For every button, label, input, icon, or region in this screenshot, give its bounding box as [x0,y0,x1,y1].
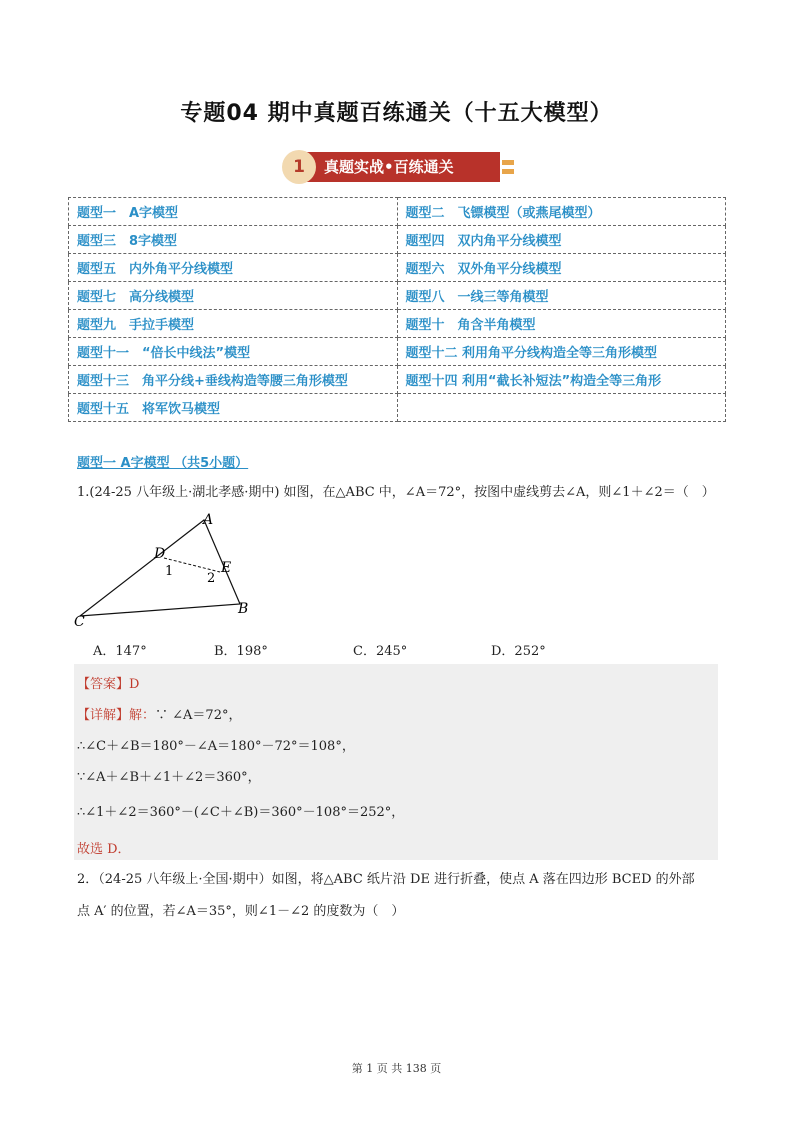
topic-cell: 题型四 双内角平分线模型 [397,226,726,254]
topic-cell: 题型五 内外角平分线模型 [69,254,398,282]
topic-cell: 题型十五 将军饮马模型 [69,394,398,422]
topic-row [69,310,726,338]
topic-cell: 题型十四 利用“截长补短法”构造全等三角形 [397,366,726,394]
label-a: A [203,512,214,528]
option-a: A．147° [93,644,147,659]
option-c: C．245° [353,644,408,659]
triangle-figure [70,510,260,632]
question-2-line-2: 点 A′ 的位置，若∠A＝35°，则∠1－∠2 的度数为（ ） [77,904,405,919]
banner-decoration [502,169,514,174]
banner-decoration [502,160,514,165]
topic-cell: 题型十三 角平分线+垂线构造等腰三角形模型 [69,366,398,394]
topic-row [69,366,726,394]
topic-cell: 题型七 高分线模型 [69,282,398,310]
label-b: B [238,601,249,617]
topic-row [69,338,726,366]
section-heading: 题型一 A字模型 （共5小题） [77,456,249,471]
topic-cell: 题型十 角含半角模型 [397,310,726,338]
topic-cell: 题型九 手拉手模型 [69,310,398,338]
topic-row [69,254,726,282]
detail-line-2: ∴∠C＋∠B＝180°－∠A＝180°－72°＝108°， [77,739,355,754]
detail-line-1 [77,704,241,723]
answer-conclusion: 故选 D． [77,842,131,857]
topic-row [69,282,726,310]
label-d: D [154,546,166,562]
answer-label: 【答案】D [77,677,140,692]
banner-number: 1 [282,150,316,184]
option-d: D．252° [491,644,546,659]
detail-first: ∵ ∠A＝72°， [155,708,242,723]
topic-row [69,198,726,226]
label-c: C [74,614,85,630]
topic-cell: 题型六 双外角平分线模型 [397,254,726,282]
detail-label: 【详解】解： [77,708,156,723]
topic-row [69,226,726,254]
banner-text: 真题实战•百练通关 [304,152,500,182]
option-b: B．198° [214,644,268,659]
detail-line-4: ∴∠1＋∠2＝360°－(∠C＋∠B)＝360°－108°＝252°， [77,805,405,820]
section-banner [282,150,514,184]
topic-cell [397,394,726,422]
topic-row [69,394,726,422]
label-angle-2: 2 [207,571,216,586]
label-angle-1: 1 [165,564,174,579]
topic-cell: 题型八 一线三等角模型 [397,282,726,310]
answer-box [74,664,718,860]
page-footer: 第 1 页 共 138 页 [351,1062,442,1075]
topic-cell: 题型二 飞镖模型（或燕尾模型） [397,198,726,226]
detail-line-3: ∵∠A＋∠B＋∠1＋∠2＝360°， [77,770,261,785]
question-2-line-1: 2．（24-25 八年级上·全国·期中）如图，将△ABC 纸片沿 DE 进行折叠，使点 A 落在四边形 BCED 的外部 [77,872,695,887]
page-title: 专题04 期中真题百练通关（十五大模型） [180,101,613,126]
topic-cell: 题型三 8字模型 [69,226,398,254]
question-1-text: 1.(24-25 八年级上·湖北孝感·期中) 如图，在△ABC 中，∠A＝72°，按图中虚线剪去∠A，则∠1＋∠2＝（ ） [77,485,715,500]
topic-cell: 题型十一 “倍长中线法”模型 [69,338,398,366]
topic-table [68,197,726,422]
topic-cell: 题型一 A字模型 [69,198,398,226]
triangle-abc [80,520,240,616]
topic-cell: 题型十二 利用角平分线构造全等三角形模型 [397,338,726,366]
label-e: E [221,560,232,576]
